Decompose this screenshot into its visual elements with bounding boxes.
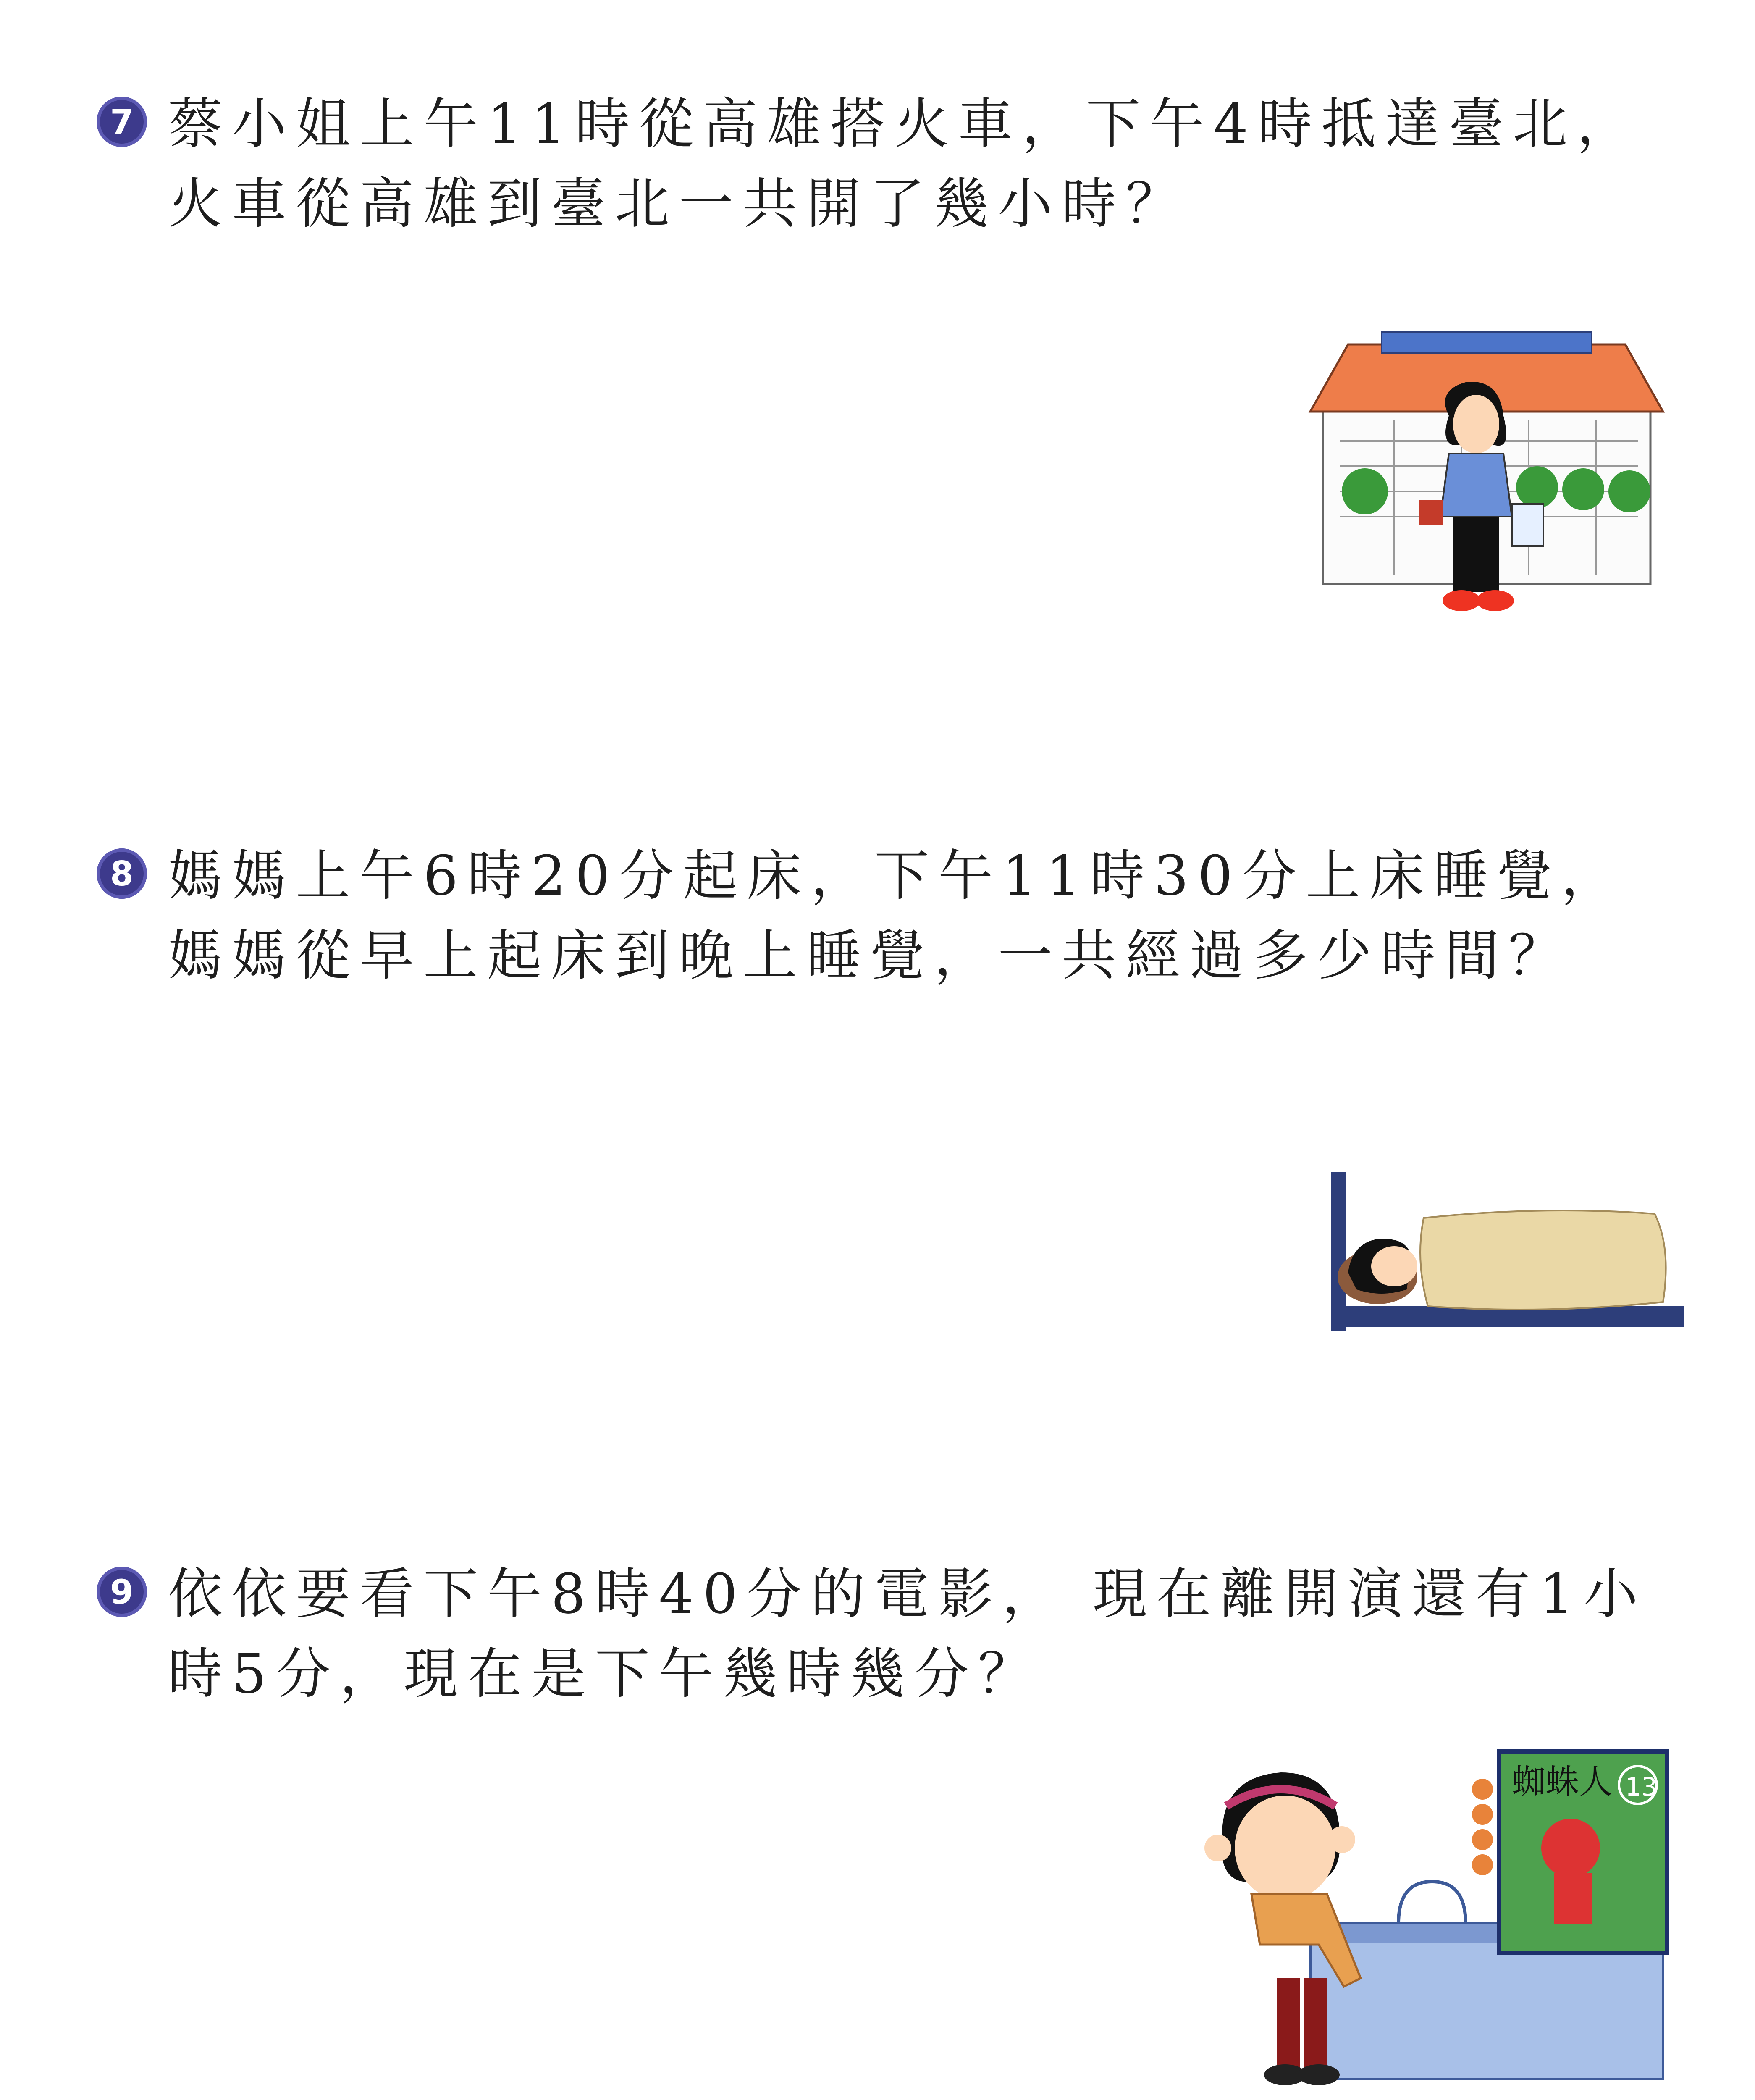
poster-title: 蜘蛛人 [1512, 1762, 1613, 1801]
problem-number-badge: 8 [97, 848, 147, 899]
problem-text: 依依要看下午8時40分的電影， 現在離開演還有1小時5分，現在是下午幾時幾分？ [168, 1562, 1647, 1706]
problem-text: 媽媽上午6時20分起床，下午11時30分上床睡覺，媽媽從早上起床到晚上睡覺，一共經過多少時間？ [168, 844, 1625, 987]
train-station-illustration [1302, 323, 1671, 626]
problem-text: 蔡小姐上午11時從高雄搭火車，下午4時抵達臺北，火車從高雄到臺北一共開了幾小時？ [168, 92, 1641, 236]
sleeping-illustration [1331, 1163, 1684, 1340]
problem-number-badge: 9 [97, 1567, 147, 1617]
poster-badge: 13 [1625, 1772, 1658, 1802]
movie-ticket-illustration [1193, 1743, 1676, 2092]
problem-number-badge: 7 [97, 97, 147, 147]
